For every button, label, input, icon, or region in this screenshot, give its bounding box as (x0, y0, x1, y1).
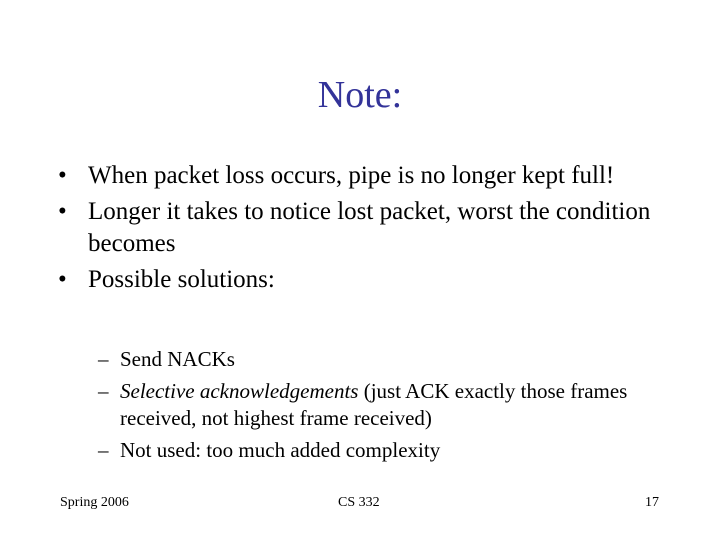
sub-bullet-text: Not used: too much added complexity (120, 438, 441, 462)
sub-bullet-item (98, 346, 658, 373)
sub-bullet-list (98, 346, 658, 469)
bullet-text: Longer it takes to notice lost packet, worst the condition becomes (88, 198, 651, 257)
slide-title: Note: (317, 74, 403, 116)
sub-bullet-item (98, 437, 658, 464)
bullet-marker: • (58, 198, 67, 225)
sub-bullet-text: (just ACK exactly those frames received, not highest frame received) (120, 379, 628, 430)
footer-date: Spring 2006 (60, 495, 129, 510)
bullet-marker: • (58, 266, 67, 293)
bullet-item (58, 196, 678, 260)
bullet-item (58, 160, 678, 192)
sub-bullet-marker: – (98, 347, 109, 371)
sub-bullet-marker: – (98, 438, 109, 462)
bullet-text: When packet loss occurs, pipe is no longer kept full! (88, 162, 615, 189)
sub-bullet-text: Send NACKs (120, 347, 235, 371)
footer-page-number: 17 (645, 495, 659, 510)
sub-bullet-italic-text: Selective acknowledgements (120, 379, 359, 403)
bullet-item (58, 264, 678, 296)
footer-course: CS 332 (338, 495, 380, 510)
sub-bullet-item (98, 378, 658, 432)
bullet-list (58, 160, 678, 300)
sub-bullet-marker: – (98, 379, 109, 403)
bullet-text: Possible solutions: (88, 266, 275, 293)
bullet-marker: • (58, 162, 67, 189)
